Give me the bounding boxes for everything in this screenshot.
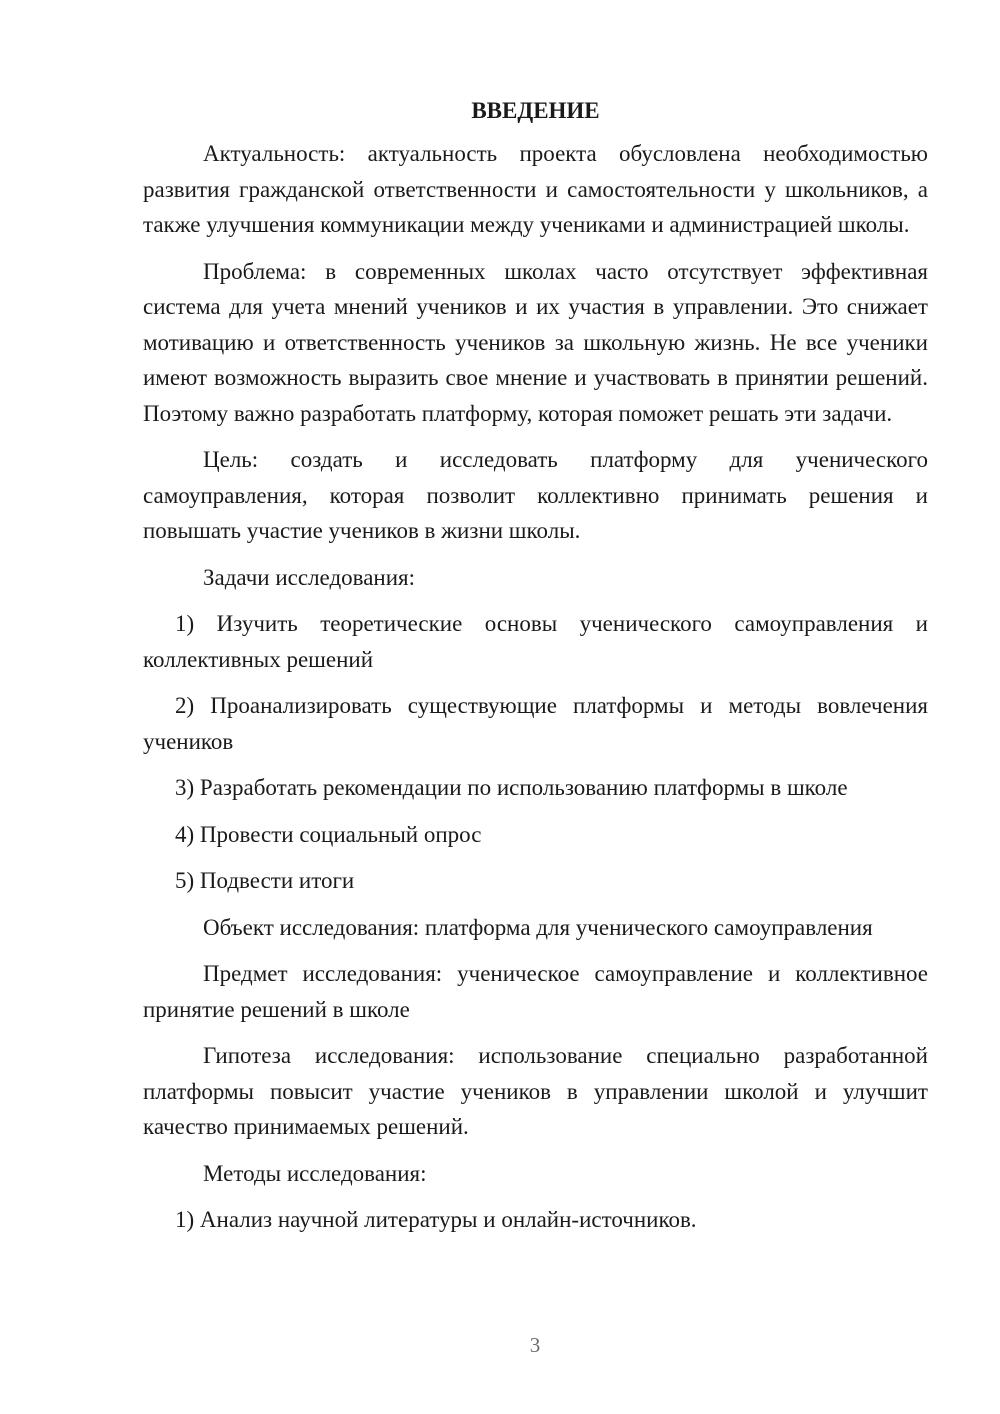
goal-paragraph: Цель: создать и исследовать платформу для ученического самоуправления, которая позволит коллективно принимать решения и повышать участие учеников в жизни школы. bbox=[143, 447, 928, 543]
methods-heading: Методы исследования: bbox=[203, 1160, 427, 1186]
method-item-1: 1) Анализ научной литературы и онлайн-источников. bbox=[175, 1207, 697, 1232]
task-item-1: 1) Изучить теоретические основы ученического самоуправления и коллективных решений bbox=[143, 611, 928, 672]
document-title: ВВЕДЕНИЕ bbox=[471, 98, 600, 123]
subject-paragraph: Предмет исследования: ученическое самоуправление и коллективное принятие решений в школе bbox=[143, 961, 928, 1022]
task-item-4: 4) Провести социальный опрос bbox=[175, 821, 482, 847]
problem-paragraph: Проблема: в современных школах часто отсутствует эффективная система для учета мнений учеников и их участия в управлении. Это снижает мотивацию и ответственность учеников за школьную жизнь. Не все ученики имеют возможность выразить свое мнение и участвовать в принятии решений. Поэтому важно разработать платформу, которая поможет решать эти задачи. bbox=[143, 258, 928, 426]
relevance-paragraph: Актуальность: актуальность проекта обусловлена необходимостью развития гражданской ответственности и самостоятельности у школьников, а также улучшения коммуникации между учениками и администрацией школы. bbox=[143, 141, 928, 237]
document-page bbox=[143, 96, 928, 1238]
task-item-5: 5) Подвести итоги bbox=[175, 868, 355, 893]
task-item-2: 2) Проанализировать существующие платформы и методы вовлечения учеников bbox=[143, 693, 928, 754]
hypothesis-paragraph: Гипотеза исследования: использование специально разработанной платформы повысит участие учеников в управлении школой и улучшит качество принимаемых решений. bbox=[143, 1043, 928, 1139]
page-number: 3 bbox=[529, 1333, 541, 1357]
object-paragraph: Объект исследования: платформа для ученического самоуправления bbox=[203, 914, 873, 940]
tasks-heading: Задачи исследования: bbox=[203, 564, 416, 590]
task-item-3: 3) Разработать рекомендации по использованию платформы в школе bbox=[175, 775, 848, 800]
